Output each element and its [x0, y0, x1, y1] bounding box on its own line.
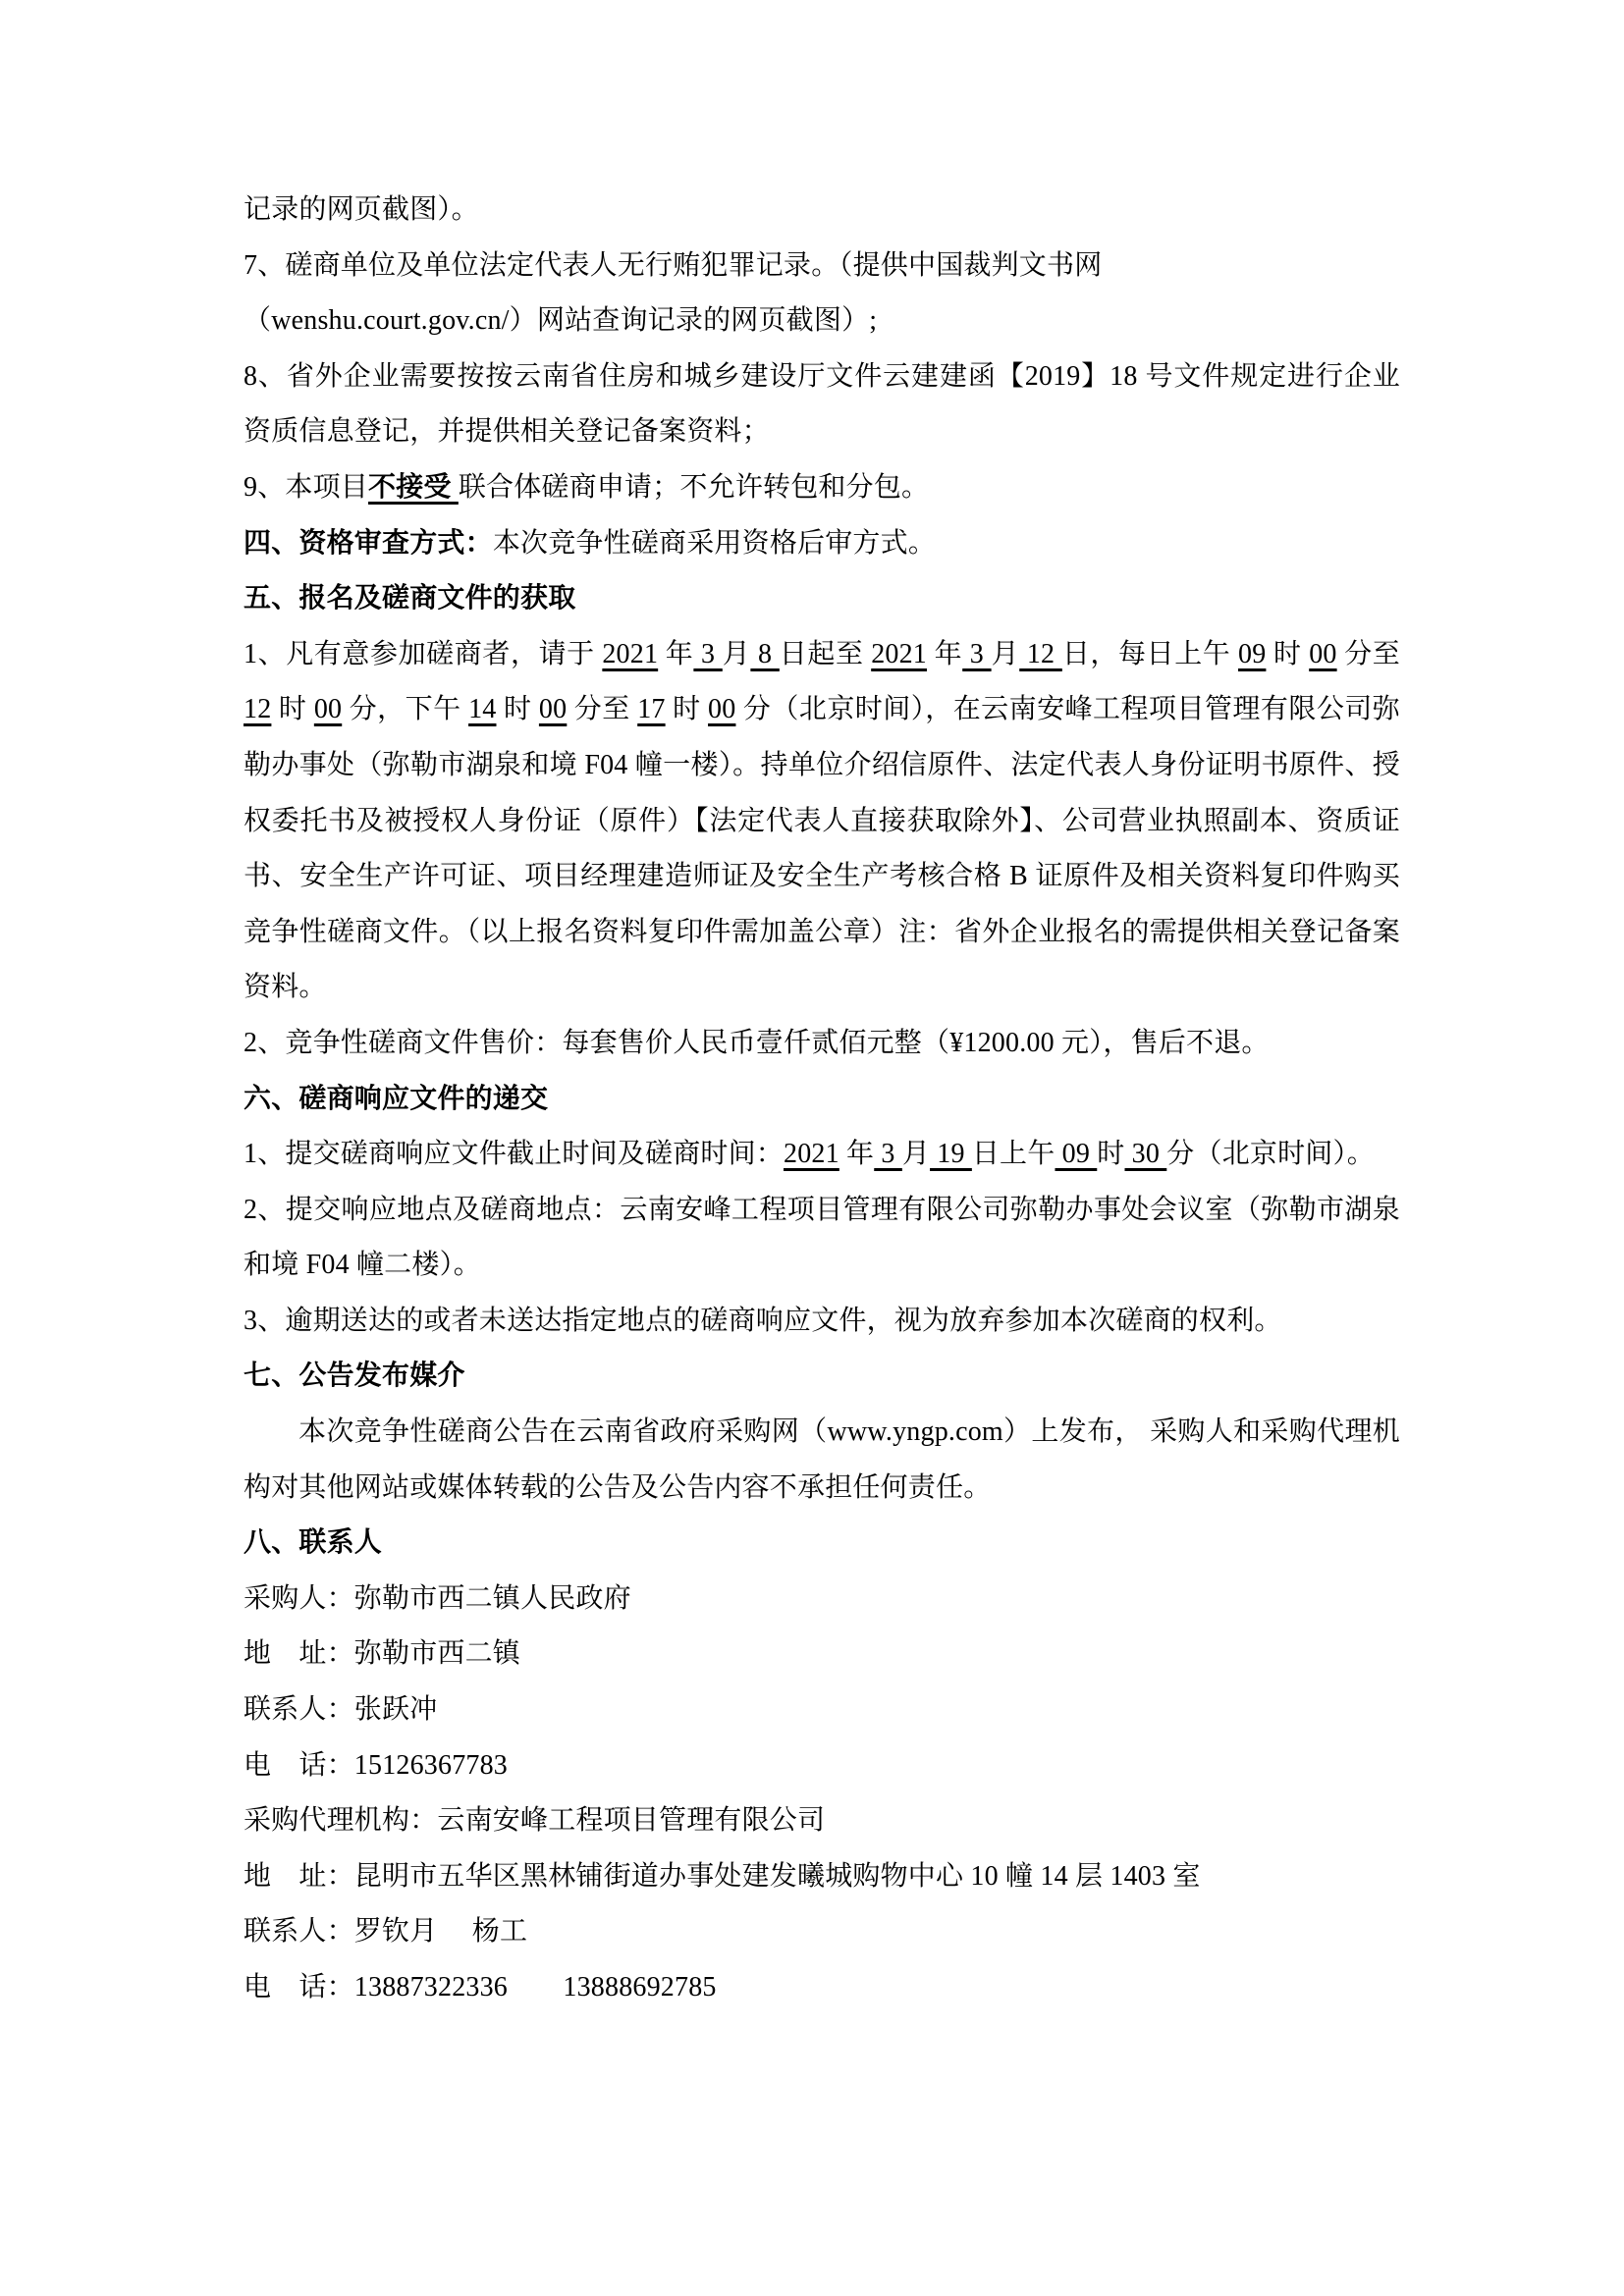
text-run: 联系人：罗钦月 杨工 — [244, 1916, 528, 1948]
text-run: 1、凡有意参加磋商者，请于 — [244, 638, 603, 669]
underlined-value: 2021 — [871, 638, 927, 669]
paragraph — [244, 239, 1400, 294]
text-run: 时 — [271, 694, 314, 725]
text-run: 年 — [658, 638, 694, 669]
text-run: 本次竞争性磋商公告在云南省政府采购网（www.yngp.com）上发布， 采购人和采购代理机构对其他网站或媒体转载的公告及公告内容不承担任何责任。 — [244, 1416, 1400, 1503]
text-run: 7、磋商单位及单位法定代表人无行贿犯罪记录。（提供中国裁判文书网 — [244, 249, 1103, 281]
text-run: 8、省外企业需要按按云南省住房和城乡建设厅文件云建建函【2019】18 号文件规定进行企业资质信息登记，并提供相关登记备案资料； — [244, 360, 1400, 448]
text-run: 分（北京时间）。 — [1166, 1139, 1375, 1170]
text-run: （wenshu.court.gov.cn/）网站查询记录的网页截图）; — [244, 305, 878, 337]
text-run: 2、竞争性磋商文件售价：每套售价人民币壹仟贰佰元整（¥1200.00 元），售后不退。 — [244, 1027, 1270, 1058]
text-run: 2、提交响应地点及磋商地点：云南安峰工程项目管理有限公司弥勒办事处会议室（弥勒市湖泉和境 F04 幢二楼）。 — [244, 1194, 1400, 1281]
text-run: 记录的网页截图）。 — [244, 194, 479, 225]
underlined-value: 09 — [1055, 1139, 1098, 1170]
underlined-value: 00 — [538, 694, 568, 725]
text-run: 时 — [496, 694, 539, 725]
document-body — [244, 183, 1400, 2016]
text-run: 地 址：弥勒市西二镇 — [244, 1638, 521, 1670]
underlined-value: 09 — [1238, 638, 1267, 669]
paragraph — [244, 1904, 1400, 1960]
bold-text-run: 六、磋商响应文件的递交 — [244, 1083, 549, 1114]
paragraph — [244, 1572, 1400, 1628]
section-heading — [244, 1072, 1400, 1128]
underlined-value: 不接受 — [368, 471, 459, 503]
text-run: 采购代理机构：云南安峰工程项目管理有限公司 — [244, 1805, 826, 1837]
underlined-value: 00 — [313, 694, 343, 725]
paragraph — [244, 294, 1400, 349]
paragraph — [244, 1793, 1400, 1849]
text-run: 9、本项目 — [244, 471, 369, 503]
text-run: 月 — [991, 638, 1020, 669]
section-heading — [244, 516, 1400, 572]
text-run: 日起至 — [779, 638, 872, 669]
text-run: 时 — [665, 694, 709, 725]
text-run: 时 — [1097, 1139, 1125, 1170]
paragraph — [244, 1294, 1400, 1350]
text-run: 分至 — [1336, 638, 1401, 669]
underlined-value: 3 — [693, 638, 723, 669]
paragraph — [244, 1960, 1400, 2016]
text-run: 日，每日上午 — [1061, 638, 1238, 669]
paragraph — [244, 1183, 1400, 1294]
text-run: 月 — [901, 1139, 931, 1170]
paragraph — [244, 627, 1400, 1016]
section-heading — [244, 1349, 1400, 1405]
text-run: 年 — [927, 638, 963, 669]
paragraph — [244, 183, 1400, 239]
text-run: 分（北京时间），在云南安峰工程项目管理有限公司弥勒办事处（弥勒市湖泉和境 F04 幢一楼）。持单位介绍信原件、法定代表人身份证明书原件、授权委托书及被授权人身份证（原件）【法定代表人直接获取除外】、公司营业执照副本、资质证书、安全生产许可证、项目经理建造师证及安全生产考核合格 B 证原件及相关资料复印件购买竞争性磋商文件。（以上报名资料复印件需加盖公章）注：省外企业报名的需提供相关登记备案资料。 — [244, 694, 1400, 1003]
text-run: 分至 — [567, 694, 638, 725]
paragraph — [244, 1127, 1400, 1183]
text-run: 电 话：13887322336 13888692785 — [244, 1972, 717, 2002]
text-run: 电 话：15126367783 — [244, 1749, 509, 1781]
underlined-value: 14 — [468, 694, 497, 725]
paragraph — [244, 1627, 1400, 1682]
paragraph — [244, 1405, 1400, 1516]
bold-text-run: 八、联系人 — [244, 1527, 383, 1559]
text-run: 1、提交磋商响应文件截止时间及磋商时间： — [244, 1139, 785, 1170]
text-run: 联系人：张跃冲 — [244, 1694, 438, 1726]
underlined-value: 3 — [962, 638, 992, 669]
underlined-value: 30 — [1124, 1139, 1167, 1170]
text-run: 采购人：弥勒市西二镇人民政府 — [244, 1582, 631, 1614]
text-run: 分，下午 — [342, 694, 469, 725]
text-run: 日上午 — [971, 1139, 1056, 1170]
text-run: 地 址：昆明市五华区黑林铺街道办事处建发曦城购物中心 10 幢 14 层 1403 室 — [244, 1860, 1201, 1892]
paragraph — [244, 1738, 1400, 1794]
text-run: 年 — [839, 1139, 875, 1170]
text-run: 月 — [722, 638, 751, 669]
underlined-value: 00 — [1309, 638, 1337, 669]
section-heading — [244, 571, 1400, 627]
paragraph — [244, 1849, 1400, 1905]
underlined-value: 3 — [874, 1139, 902, 1170]
bold-text-run: 七、公告发布媒介 — [244, 1361, 465, 1392]
paragraph — [244, 1682, 1400, 1738]
text-run: 3、逾期送达的或者未送达指定地点的磋商响应文件，视为放弃参加本次磋商的权利。 — [244, 1305, 1282, 1336]
underlined-value: 2021 — [602, 638, 659, 669]
underlined-value: 12 — [1019, 638, 1062, 669]
underlined-value: 8 — [750, 638, 780, 669]
underlined-value: 00 — [708, 694, 736, 725]
bold-text-run: 四、资格审查方式： — [244, 527, 493, 559]
text-run: 时 — [1266, 638, 1310, 669]
underlined-value: 17 — [637, 694, 666, 725]
paragraph — [244, 460, 1400, 516]
underlined-value: 12 — [244, 694, 272, 725]
paragraph — [244, 349, 1400, 460]
section-heading — [244, 1516, 1400, 1572]
underlined-value: 2021 — [784, 1139, 839, 1170]
text-run: 本次竞争性磋商采用资格后审方式。 — [492, 527, 937, 559]
bold-text-run: 五、报名及磋商文件的获取 — [244, 583, 576, 614]
paragraph — [244, 1016, 1400, 1072]
underlined-value: 19 — [930, 1139, 972, 1170]
text-run: 联合体磋商申请；不允许转包和分包。 — [458, 471, 930, 503]
